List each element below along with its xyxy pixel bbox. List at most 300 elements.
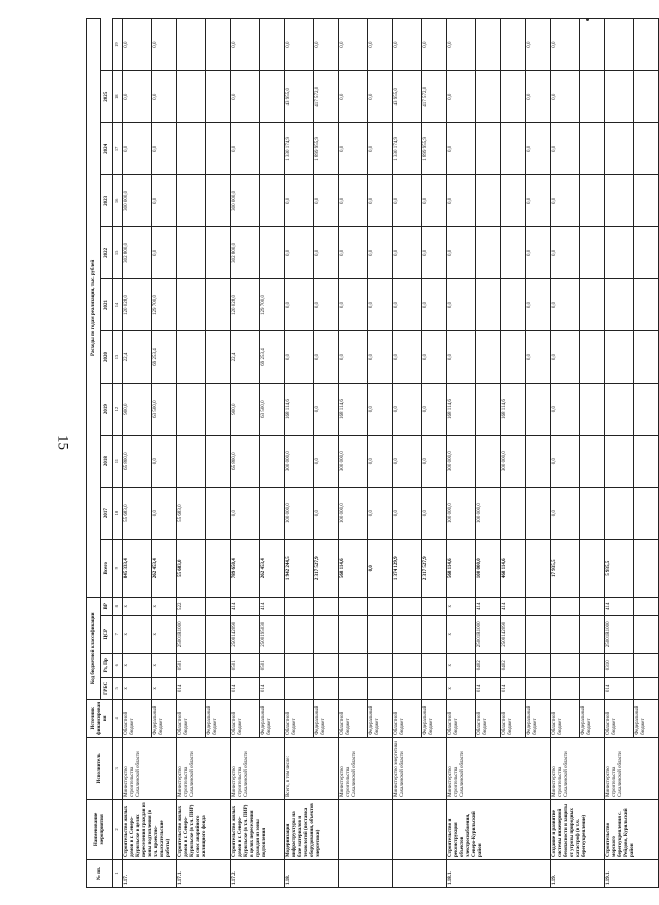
amount-cell bbox=[260, 227, 285, 279]
amount-cell: 55 683,0 bbox=[123, 487, 152, 539]
amount-cell bbox=[605, 227, 634, 279]
amount-cell bbox=[501, 227, 526, 279]
amount-cell: 0,0 bbox=[526, 279, 551, 331]
header-kbk-1: Рз, Пр bbox=[101, 653, 113, 677]
amount-cell bbox=[177, 175, 206, 227]
kbk-grbs: 014 bbox=[231, 677, 260, 699]
amount-cell bbox=[206, 19, 231, 71]
kbk-grbs: 014 bbox=[605, 677, 634, 699]
kbk-vr bbox=[634, 597, 659, 615]
amount-cell: 0,0 bbox=[123, 19, 152, 71]
amount-cell bbox=[476, 123, 501, 175]
table-row bbox=[605, 19, 634, 888]
row-number bbox=[339, 859, 393, 887]
funding-source: Областной бюджет bbox=[393, 699, 422, 737]
column-index-4: 5 bbox=[113, 677, 123, 699]
budget-sheet bbox=[86, 18, 646, 888]
amount-cell bbox=[605, 383, 634, 435]
kbk-vr: х bbox=[447, 597, 476, 615]
amount-cell: 0,0 bbox=[551, 175, 580, 227]
amount-cell: 0,0 bbox=[447, 175, 476, 227]
amount-cell: 22,4 bbox=[231, 331, 260, 383]
kbk-rz-pr bbox=[339, 653, 368, 677]
amount-cell: 0,0 bbox=[422, 175, 447, 227]
amount-cell bbox=[634, 383, 659, 435]
amount-cell: 0,0 bbox=[393, 175, 422, 227]
kbk-csr bbox=[314, 615, 339, 653]
amount-cell: 0,0 bbox=[393, 435, 422, 487]
funding-source: Областной бюджет bbox=[501, 699, 526, 737]
amount-cell bbox=[206, 71, 231, 123]
amount-cell: 0,0 bbox=[314, 19, 339, 71]
amount-cell: 0,0 bbox=[447, 331, 476, 383]
kbk-csr: 25001R1000 bbox=[177, 615, 206, 653]
amount-cell: 120 028,0 bbox=[231, 279, 260, 331]
amount-cell: 69 253,4 bbox=[260, 331, 285, 383]
amount-cell bbox=[177, 383, 206, 435]
kbk-csr bbox=[206, 615, 231, 653]
amount-cell bbox=[605, 19, 634, 71]
amount-cell: 900,0 bbox=[123, 383, 152, 435]
amount-cell bbox=[476, 19, 501, 71]
amount-cell: 0,0 bbox=[526, 227, 551, 279]
amount-cell bbox=[476, 279, 501, 331]
row-name: Строительство морского берегоукрепления с. Рейдово, Курильский район bbox=[605, 799, 659, 859]
amount-cell bbox=[177, 331, 206, 383]
amount-cell: 0,0 bbox=[393, 19, 422, 71]
amount-cell bbox=[476, 383, 501, 435]
amount-cell: 0,0 bbox=[285, 227, 314, 279]
funding-source: Федеральный бюджет bbox=[422, 699, 447, 737]
column-index-11: 12 bbox=[113, 383, 123, 435]
kbk-vr: 522 bbox=[177, 597, 206, 615]
amount-cell bbox=[501, 71, 526, 123]
funding-source: Федеральный бюджет bbox=[260, 699, 285, 737]
amount-cell: 0,0 bbox=[551, 487, 580, 539]
amount-cell bbox=[260, 435, 285, 487]
column-index-16: 17 bbox=[113, 123, 123, 175]
amount-cell bbox=[206, 539, 231, 597]
budget-table bbox=[86, 18, 659, 888]
amount-cell: 0,0 bbox=[447, 123, 476, 175]
table-row bbox=[177, 19, 206, 888]
amount-cell: 300 000,0 bbox=[123, 175, 152, 227]
amount-cell: 0,0 bbox=[314, 435, 339, 487]
amount-cell: 100 000,0 bbox=[476, 487, 501, 539]
amount-cell: 0,0 bbox=[152, 71, 177, 123]
amount-cell bbox=[206, 435, 231, 487]
amount-cell: 0,0 bbox=[339, 123, 368, 175]
header-year-6: 2022 bbox=[101, 227, 113, 279]
amount-cell bbox=[605, 175, 634, 227]
amount-cell: 100 000,0 bbox=[285, 487, 314, 539]
amount-cell: 168 114,6 bbox=[501, 383, 526, 435]
kbk-grbs: 014 bbox=[476, 677, 501, 699]
amount-cell: 0,0 bbox=[339, 331, 368, 383]
amount-cell: 43 955,0 bbox=[393, 71, 422, 123]
amount-cell: 0,0 bbox=[393, 331, 422, 383]
row-executor: Всего, в том числе: bbox=[285, 737, 339, 799]
table-row bbox=[393, 19, 422, 888]
table-row bbox=[551, 19, 580, 888]
kbk-vr bbox=[551, 597, 580, 615]
amount-cell: 0,0 bbox=[152, 123, 177, 175]
kbk-rz-pr: 0501 bbox=[231, 653, 260, 677]
amount-cell bbox=[580, 331, 605, 383]
row-executor: Министерство строительства Сахалинской области bbox=[123, 737, 177, 799]
amount-cell bbox=[634, 175, 659, 227]
amount-cell bbox=[634, 435, 659, 487]
column-index-10: 11 bbox=[113, 435, 123, 487]
amount-cell bbox=[605, 331, 634, 383]
amount-cell: 0,0 bbox=[285, 175, 314, 227]
header-kbk-0: ГРБС bbox=[101, 677, 113, 699]
column-index-6: 7 bbox=[113, 615, 123, 653]
row-number: 1.19. bbox=[551, 859, 605, 887]
amount-cell: 0,0 bbox=[551, 383, 580, 435]
amount-cell: 300 000,0 bbox=[339, 435, 368, 487]
amount-cell bbox=[501, 279, 526, 331]
amount-cell: 0,0 bbox=[339, 175, 368, 227]
column-index-3: 4 bbox=[113, 699, 123, 737]
column-index-14: 15 bbox=[113, 227, 123, 279]
amount-cell bbox=[634, 71, 659, 123]
header-year-3: 2019 bbox=[101, 383, 113, 435]
row-executor: Министерство строительства Сахалинской области bbox=[231, 737, 285, 799]
funding-source: Областной бюджет bbox=[605, 699, 634, 737]
amount-cell: 300 000,0 bbox=[285, 435, 314, 487]
amount-cell: 1 899 955,9 bbox=[422, 123, 447, 175]
amount-cell bbox=[501, 19, 526, 71]
column-index-15: 16 bbox=[113, 175, 123, 227]
kbk-csr: 2500142090 bbox=[501, 615, 526, 653]
funding-source: Областной бюджет bbox=[285, 699, 314, 737]
amount-cell: 0,0 bbox=[314, 227, 339, 279]
amount-cell: 0,0 bbox=[422, 19, 447, 71]
amount-cell: 0,0 bbox=[526, 71, 551, 123]
kbk-vr bbox=[206, 597, 231, 615]
amount-cell bbox=[580, 19, 605, 71]
amount-cell: 0,0 bbox=[551, 435, 580, 487]
amount-cell: 129 700,0 bbox=[152, 279, 177, 331]
amount-cell: 0,0 bbox=[285, 279, 314, 331]
kbk-vr bbox=[422, 597, 447, 615]
header-year-9: 2025 bbox=[101, 71, 113, 123]
amount-cell bbox=[501, 123, 526, 175]
kbk-vr: 414 bbox=[605, 597, 634, 615]
amount-cell: 0,0 bbox=[447, 227, 476, 279]
kbk-vr bbox=[285, 597, 314, 615]
amount-cell bbox=[476, 435, 501, 487]
header-executor: Исполнитель bbox=[87, 737, 113, 799]
amount-cell bbox=[580, 383, 605, 435]
kbk-csr bbox=[339, 615, 368, 653]
amount-cell bbox=[580, 71, 605, 123]
kbk-rz-pr: 0501 bbox=[260, 653, 285, 677]
funding-source: Областной бюджет bbox=[123, 699, 152, 737]
amount-cell: 568 114,6 bbox=[447, 539, 476, 597]
amount-cell: 0,0 bbox=[285, 19, 314, 71]
kbk-csr bbox=[634, 615, 659, 653]
funding-source: Областной бюджет bbox=[231, 699, 260, 737]
kbk-csr bbox=[368, 615, 393, 653]
amount-cell: 0,0 bbox=[314, 331, 339, 383]
amount-cell: 55 683,0 bbox=[177, 539, 206, 597]
amount-cell: 0,0 bbox=[526, 331, 551, 383]
amount-cell: 0,0 bbox=[231, 19, 260, 71]
amount-cell: 0,0 bbox=[231, 487, 260, 539]
kbk-rz-pr: х bbox=[447, 653, 476, 677]
header-kbk-group: Код бюджетной классификации bbox=[87, 597, 101, 699]
amount-cell bbox=[177, 123, 206, 175]
amount-cell: 0,0 bbox=[368, 487, 393, 539]
amount-cell: 100 000,0 bbox=[476, 539, 501, 597]
column-index-1: 2 bbox=[113, 799, 123, 859]
kbk-grbs: 014 bbox=[177, 677, 206, 699]
amount-cell bbox=[526, 435, 551, 487]
amount-cell bbox=[634, 279, 659, 331]
column-index-12: 13 bbox=[113, 331, 123, 383]
amount-cell bbox=[206, 487, 231, 539]
funding-source: Областной бюджет bbox=[177, 699, 206, 737]
table-row bbox=[447, 19, 476, 888]
amount-cell: 0,0 bbox=[152, 435, 177, 487]
amount-cell: 0,0 bbox=[314, 279, 339, 331]
kbk-vr: х bbox=[123, 597, 152, 615]
amount-cell: 0,0 bbox=[339, 227, 368, 279]
amount-cell: 0,0 bbox=[551, 71, 580, 123]
amount-cell: 0,0 bbox=[447, 71, 476, 123]
amount-cell: 302 800,0 bbox=[231, 227, 260, 279]
amount-cell: 0,0 bbox=[422, 435, 447, 487]
kbk-rz-pr bbox=[368, 653, 393, 677]
kbk-grbs: х bbox=[447, 677, 476, 699]
amount-cell: 900,0 bbox=[231, 383, 260, 435]
column-index-0: 1 bbox=[113, 859, 123, 887]
kbk-csr: 2500195030 bbox=[260, 615, 285, 653]
amount-cell: 0,0 bbox=[368, 331, 393, 383]
kbk-grbs: х bbox=[123, 677, 152, 699]
kbk-vr: 414 bbox=[260, 597, 285, 615]
amount-cell: 0,0 bbox=[368, 435, 393, 487]
amount-cell: 129 700,0 bbox=[260, 279, 285, 331]
amount-cell: 0,0 bbox=[285, 331, 314, 383]
amount-cell bbox=[526, 383, 551, 435]
kbk-rz-pr bbox=[551, 653, 580, 677]
amount-cell: 0,0 bbox=[422, 487, 447, 539]
kbk-rz-pr bbox=[422, 653, 447, 677]
amount-cell: 0,0 bbox=[526, 123, 551, 175]
kbk-csr bbox=[285, 615, 314, 653]
amount-cell: 300 000,0 bbox=[501, 435, 526, 487]
table-row bbox=[123, 19, 152, 888]
kbk-grbs: 014 bbox=[260, 677, 285, 699]
funding-source: Федеральный бюджет bbox=[526, 699, 551, 737]
kbk-vr bbox=[580, 597, 605, 615]
amount-cell: 0,0 bbox=[339, 19, 368, 71]
kbk-vr bbox=[526, 597, 551, 615]
kbk-csr: 25001R1000 bbox=[476, 615, 501, 653]
amount-cell bbox=[260, 175, 285, 227]
amount-cell: 262 453,4 bbox=[260, 539, 285, 597]
row-executor: Министерство строительства Сахалинской области bbox=[177, 737, 231, 799]
amount-cell bbox=[206, 331, 231, 383]
column-index-row bbox=[113, 19, 123, 888]
amount-cell: 0,0 bbox=[422, 279, 447, 331]
amount-cell: 0,0 bbox=[551, 279, 580, 331]
amount-cell: 568 114,6 bbox=[339, 539, 368, 597]
amount-cell: 0,0 bbox=[393, 279, 422, 331]
row-number: 1.19.1. bbox=[605, 859, 659, 887]
amount-cell bbox=[605, 279, 634, 331]
amount-cell bbox=[634, 19, 659, 71]
amount-cell: 0,0 bbox=[314, 383, 339, 435]
amount-cell: 417 572,0 bbox=[314, 71, 339, 123]
amount-cell: 845 333,4 bbox=[123, 539, 152, 597]
amount-cell: 0,0 bbox=[422, 383, 447, 435]
kbk-vr bbox=[393, 597, 422, 615]
amount-cell: 0,0 bbox=[447, 279, 476, 331]
kbk-rz-pr: х bbox=[123, 653, 152, 677]
amount-cell bbox=[476, 175, 501, 227]
funding-source: Федеральный бюджет bbox=[206, 699, 231, 737]
amount-cell bbox=[605, 487, 634, 539]
amount-cell: 120 028,0 bbox=[123, 279, 152, 331]
amount-cell: 0,0 bbox=[368, 279, 393, 331]
amount-cell bbox=[605, 71, 634, 123]
kbk-vr bbox=[314, 597, 339, 615]
kbk-vr: 414 bbox=[231, 597, 260, 615]
column-index-5: 6 bbox=[113, 653, 123, 677]
kbk-csr: 2500142090 bbox=[231, 615, 260, 653]
amount-cell: 1 330 174,9 bbox=[393, 123, 422, 175]
header-kbk-3: ВР bbox=[101, 597, 113, 615]
amount-cell bbox=[260, 19, 285, 71]
header-expenses-group: Расходы по годам реализации, тыс. рублей bbox=[87, 19, 101, 598]
kbk-grbs bbox=[634, 677, 659, 699]
funding-source: Федеральный бюджет bbox=[314, 699, 339, 737]
header-year-4: 2020 bbox=[101, 331, 113, 383]
amount-cell bbox=[580, 279, 605, 331]
row-name bbox=[393, 799, 447, 859]
column-index-7: 8 bbox=[113, 597, 123, 615]
amount-cell bbox=[206, 175, 231, 227]
amount-cell bbox=[260, 487, 285, 539]
kbk-grbs bbox=[368, 677, 393, 699]
column-index-2: 3 bbox=[113, 737, 123, 799]
amount-cell: 0,0 bbox=[422, 331, 447, 383]
kbk-grbs bbox=[393, 677, 422, 699]
amount-cell: 0,0 bbox=[368, 175, 393, 227]
kbk-csr bbox=[393, 615, 422, 653]
amount-cell: 63 500,0 bbox=[152, 383, 177, 435]
amount-cell: 65 800,0 bbox=[231, 435, 260, 487]
amount-cell: 0,0 bbox=[393, 487, 422, 539]
amount-cell: 0,0 bbox=[152, 19, 177, 71]
amount-cell: 0,0 bbox=[551, 331, 580, 383]
amount-cell bbox=[580, 227, 605, 279]
row-executor: Министерство строительства Сахалинской области bbox=[339, 737, 393, 799]
header-name: Наименование мероприятия bbox=[87, 799, 113, 859]
row-name bbox=[339, 799, 393, 859]
header-year-8: 2024 bbox=[101, 123, 113, 175]
column-index-13: 14 bbox=[113, 279, 123, 331]
header-year-7: 2023 bbox=[101, 175, 113, 227]
amount-cell: 0,0 bbox=[526, 175, 551, 227]
kbk-grbs: х bbox=[152, 677, 177, 699]
amount-cell bbox=[634, 487, 659, 539]
column-index-17: 18 bbox=[113, 71, 123, 123]
funding-source: Областной бюджет bbox=[476, 699, 501, 737]
table-row bbox=[231, 19, 260, 888]
amount-cell bbox=[580, 435, 605, 487]
kbk-vr bbox=[368, 597, 393, 615]
kbk-csr bbox=[580, 615, 605, 653]
row-executor: Министерство строительства Сахалинской области bbox=[447, 737, 551, 799]
row-name: Строительство жилых домов в г. Северо-Курильске (в т.ч. ПИР) в целях переселения граждан из зоны подтопления bbox=[231, 799, 285, 859]
amount-cell: 5 935,5 bbox=[605, 539, 634, 597]
amount-cell: 1 942 244,5 bbox=[285, 539, 314, 597]
amount-cell: 0,0 bbox=[368, 123, 393, 175]
amount-cell bbox=[501, 487, 526, 539]
kbk-rz-pr: 0310 bbox=[605, 653, 634, 677]
amount-cell: 55 683,0 bbox=[177, 487, 206, 539]
kbk-rz-pr: 0402 bbox=[501, 653, 526, 677]
kbk-csr bbox=[422, 615, 447, 653]
amount-cell: 63 500,0 bbox=[260, 383, 285, 435]
amount-cell bbox=[476, 71, 501, 123]
amount-cell: 22,4 bbox=[123, 331, 152, 383]
header-row bbox=[87, 19, 101, 888]
amount-cell: 0,0 bbox=[526, 19, 551, 71]
amount-cell bbox=[177, 435, 206, 487]
row-name: Строительство и реконструкция объектов электроснабжения, Северо-Курильский район bbox=[447, 799, 551, 859]
column-index-18: 19 bbox=[113, 19, 123, 71]
header-year-5: 2021 bbox=[101, 279, 113, 331]
amount-cell: 2 317 527,9 bbox=[314, 539, 339, 597]
amount-cell: 300 000,0 bbox=[231, 175, 260, 227]
amount-cell: 0,0 bbox=[422, 227, 447, 279]
row-name: Строительство жилых домов в г. Северо-Курильске в целях переселения граждан из зоны подтопления (в т.ч. проектно-изыскательские работы) bbox=[123, 799, 177, 859]
header-num: № пп. bbox=[87, 859, 113, 887]
kbk-grbs bbox=[339, 677, 368, 699]
amount-cell: 0,0 bbox=[339, 279, 368, 331]
kbk-rz-pr: х bbox=[152, 653, 177, 677]
amount-cell bbox=[634, 227, 659, 279]
funding-source: Областной бюджет bbox=[447, 699, 476, 737]
kbk-grbs bbox=[314, 677, 339, 699]
amount-cell: 65 800,0 bbox=[123, 435, 152, 487]
amount-cell bbox=[580, 487, 605, 539]
kbk-rz-pr bbox=[634, 653, 659, 677]
amount-cell: 168 114,6 bbox=[285, 383, 314, 435]
kbk-vr: х bbox=[152, 597, 177, 615]
row-number: 1.17.1. bbox=[177, 859, 231, 887]
amount-cell: 0,0 bbox=[314, 175, 339, 227]
kbk-vr bbox=[339, 597, 368, 615]
amount-cell bbox=[206, 383, 231, 435]
amount-cell: 43 955,0 bbox=[285, 71, 314, 123]
kbk-vr: 414 bbox=[476, 597, 501, 615]
amount-cell: 0,0 bbox=[231, 123, 260, 175]
row-executor: Министерство строительства Сахалинской области bbox=[605, 737, 659, 799]
kbk-grbs bbox=[526, 677, 551, 699]
amount-cell bbox=[580, 175, 605, 227]
kbk-csr: 25001R1000 bbox=[605, 615, 634, 653]
column-index-9: 10 bbox=[113, 487, 123, 539]
kbk-csr: х bbox=[123, 615, 152, 653]
amount-cell: 417 572,0 bbox=[422, 71, 447, 123]
